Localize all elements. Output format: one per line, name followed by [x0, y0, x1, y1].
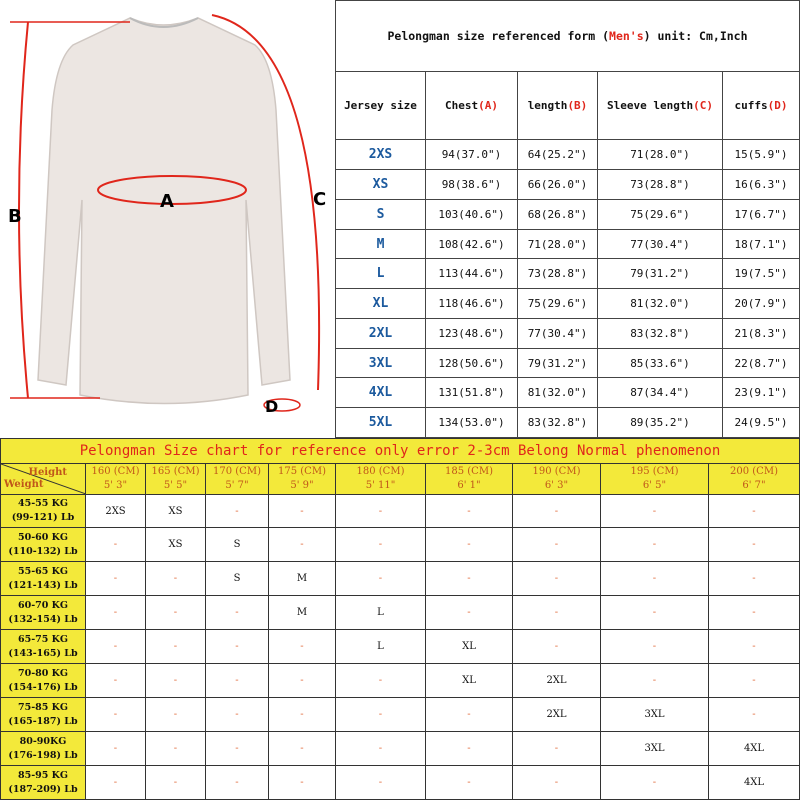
height-cm: 170 (CM): [213, 465, 261, 477]
size-value: 66(26.0"): [518, 170, 598, 200]
chart-cell: -: [146, 732, 206, 766]
chart-cell: -: [513, 732, 601, 766]
size-value: 81(32.0"): [518, 378, 598, 408]
chart-cell: -: [709, 562, 800, 596]
chart-cell: XL: [426, 664, 513, 698]
weight-kg: 85-95 KG: [17, 769, 69, 781]
weight-header: [1, 528, 86, 562]
chart-cell: -: [336, 732, 426, 766]
chart-cell: -: [426, 528, 513, 562]
height-weight-chart: [0, 438, 800, 800]
label-d: D: [265, 397, 279, 416]
shirt-diagram: [0, 0, 335, 438]
size-name: 2XS: [336, 140, 426, 170]
chart-cell: -: [601, 596, 709, 630]
chart-cell: S: [206, 562, 269, 596]
height-cm: 200 (CM): [730, 465, 778, 477]
chart-cell: M: [269, 596, 336, 630]
chart-cell: -: [86, 664, 146, 698]
size-value: 134(53.0"): [426, 408, 518, 438]
size-value: 128(50.6"): [426, 348, 518, 378]
label-c: C: [313, 189, 327, 210]
chart-cell: -: [86, 596, 146, 630]
size-value: 83(32.8"): [598, 318, 723, 348]
height-cm: 180 (CM): [356, 465, 405, 477]
chart-row: [1, 494, 800, 528]
chart-cell: 2XL: [513, 698, 601, 732]
size-name: 3XL: [336, 348, 426, 378]
chart-cell: 3XL: [601, 732, 709, 766]
size-name: 5XL: [336, 408, 426, 438]
weight-kg: 70-80 KG: [17, 667, 69, 679]
chart-cell: -: [709, 664, 800, 698]
chart-cell: -: [336, 562, 426, 596]
weight-kg: 45-55 KG: [17, 498, 69, 509]
height-cm: 195 (CM): [630, 465, 679, 477]
size-value: 131(51.8"): [426, 378, 518, 408]
header-tag: (C): [693, 99, 713, 113]
header-label: cuffs: [734, 99, 768, 113]
chart-cell: XL: [426, 630, 513, 664]
size-row: [336, 170, 800, 200]
height-header: [601, 463, 709, 494]
chart-cell: -: [86, 766, 146, 800]
chart-cell: 2XL: [513, 664, 601, 698]
chart-cell: -: [206, 698, 269, 732]
size-value: 71(28.0"): [598, 140, 723, 170]
header-tag: (B): [567, 99, 588, 113]
size-table-title: Pelongman size referenced form (Men's) unit: Cm,Inch: [336, 1, 800, 72]
size-value: 73(28.8"): [518, 259, 598, 289]
chart-cell: 4XL: [709, 766, 800, 800]
size-header-0: [336, 71, 426, 140]
weight-lb: (99-121) Lb: [11, 512, 75, 523]
chart-cell: -: [426, 494, 513, 528]
size-header-1: [426, 71, 518, 140]
chart-row: [1, 630, 800, 664]
height-header: [426, 463, 513, 494]
weight-lb: (187-209) Lb: [8, 783, 78, 795]
chart-cell: 2XS: [86, 494, 146, 528]
size-row: [336, 229, 800, 259]
height-ft: 5' 5": [163, 479, 188, 491]
chart-cell: -: [86, 562, 146, 596]
chart-cell: -: [513, 766, 601, 800]
size-value: 75(29.6"): [518, 289, 598, 319]
chart-cell: -: [513, 596, 601, 630]
chart-cell: -: [146, 698, 206, 732]
chart-cell: -: [269, 630, 336, 664]
chart-cell: M: [269, 562, 336, 596]
height-header: [269, 463, 336, 494]
chart-cell: -: [269, 528, 336, 562]
chart-cell: -: [709, 528, 800, 562]
size-value: 75(29.6"): [598, 199, 723, 229]
height-ft: 6' 7": [742, 479, 766, 491]
weight-header: [1, 698, 86, 732]
size-name: 4XL: [336, 378, 426, 408]
chart-row: [1, 698, 800, 732]
weight-lb: (121-143) Lb: [8, 579, 78, 591]
weight-header: [1, 494, 86, 528]
size-row: [336, 378, 800, 408]
size-row: [336, 140, 800, 170]
size-value: 19(7.5"): [723, 259, 800, 289]
chart-cell: -: [336, 494, 426, 528]
chart-title: Pelongman Size chart for reference only error 2-3cm Belong Normal phenomenon: [1, 439, 800, 464]
size-value: 81(32.0"): [598, 289, 723, 319]
size-name: XS: [336, 170, 426, 200]
height-cm: 165 (CM): [151, 465, 200, 477]
chart-cell: -: [206, 596, 269, 630]
height-ft: 5' 11": [365, 479, 396, 491]
size-value: 22(8.7"): [723, 348, 800, 378]
size-value: 17(6.7"): [723, 199, 800, 229]
size-name: XL: [336, 289, 426, 319]
label-a: A: [160, 191, 174, 212]
chart-cell: L: [336, 596, 426, 630]
size-value: 16(6.3"): [723, 170, 800, 200]
chart-cell: -: [86, 630, 146, 664]
size-value: 15(5.9"): [723, 140, 800, 170]
chart-cell: -: [513, 494, 601, 528]
weight-kg: 55-65 KG: [17, 565, 69, 577]
chart-cell: -: [513, 562, 601, 596]
chart-row: [1, 732, 800, 766]
height-header: [206, 463, 269, 494]
height-ft: 6' 5": [642, 479, 667, 491]
chart-cell: -: [86, 732, 146, 766]
size-name: 2XL: [336, 318, 426, 348]
header-tag: (D): [767, 99, 788, 113]
weight-lb: (110-132) Lb: [8, 545, 78, 557]
chart-cell: -: [426, 562, 513, 596]
weight-kg: 65-75 KG: [17, 633, 69, 645]
chart-cell: -: [709, 698, 800, 732]
size-value: 85(33.6"): [598, 348, 723, 378]
weight-lb: (165-187) Lb: [8, 715, 78, 727]
chart-cell: -: [336, 698, 426, 732]
chart-cell: -: [269, 664, 336, 698]
height-header: [513, 463, 601, 494]
weight-header: [1, 630, 86, 664]
weight-kg: 50-60 KG: [17, 531, 69, 543]
size-value: 64(25.2"): [518, 140, 598, 170]
chart-cell: -: [601, 528, 709, 562]
chart-cell: -: [146, 596, 206, 630]
chart-cell: -: [336, 528, 426, 562]
chart-cell: -: [426, 732, 513, 766]
size-value: 77(30.4"): [598, 229, 723, 259]
size-header-2: [518, 71, 598, 140]
chart-cell: L: [336, 630, 426, 664]
size-value: 87(34.4"): [598, 378, 723, 408]
size-row: [336, 199, 800, 229]
size-row: [336, 289, 800, 319]
size-name: M: [336, 229, 426, 259]
size-value: 83(32.8"): [518, 408, 598, 438]
chart-cell: -: [206, 664, 269, 698]
chart-cell: XS: [146, 494, 206, 528]
chart-cell: -: [86, 698, 146, 732]
chart-cell: -: [146, 766, 206, 800]
chart-cell: -: [709, 494, 800, 528]
chart-cell: -: [206, 494, 269, 528]
height-header: [336, 463, 426, 494]
size-value: 108(42.6"): [426, 229, 518, 259]
weight-lb: (132-154) Lb: [8, 613, 78, 625]
size-value: 94(37.0"): [426, 140, 518, 170]
weight-header: [1, 562, 86, 596]
chart-cell: -: [426, 766, 513, 800]
size-value: 24(9.5"): [723, 408, 800, 438]
size-value: 79(31.2"): [598, 259, 723, 289]
chart-cell: S: [206, 528, 269, 562]
weight-lb: (154-176) Lb: [8, 681, 78, 693]
size-value: 113(44.6"): [426, 259, 518, 289]
chart-cell: 3XL: [601, 698, 709, 732]
weight-header: [1, 766, 86, 800]
size-value: 98(38.6"): [426, 170, 518, 200]
height-cm: 190 (CM): [532, 465, 581, 477]
height-ft: 6' 1": [457, 479, 481, 491]
size-value: 68(26.8"): [518, 199, 598, 229]
height-ft: 5' 3": [103, 479, 128, 491]
chart-cell: -: [206, 630, 269, 664]
chart-cell: -: [146, 630, 206, 664]
height-ft: 5' 7": [225, 479, 249, 491]
chart-row: [1, 528, 800, 562]
size-table: [335, 0, 800, 438]
height-cm: 185 (CM): [445, 465, 493, 477]
size-value: 118(46.6"): [426, 289, 518, 319]
size-value: 77(30.4"): [518, 318, 598, 348]
chart-cell: -: [86, 528, 146, 562]
chart-cell: -: [269, 732, 336, 766]
chart-cell: -: [426, 698, 513, 732]
weight-kg: 80-90KG: [19, 735, 67, 747]
height-ft: 5' 9": [290, 479, 314, 491]
size-value: 21(8.3"): [723, 318, 800, 348]
size-value: 123(48.6"): [426, 318, 518, 348]
height-header: [709, 463, 800, 494]
chart-row: [1, 596, 800, 630]
size-value: 20(7.9"): [723, 289, 800, 319]
weight-header: [1, 732, 86, 766]
weight-kg: 60-70 KG: [17, 599, 69, 611]
chart-cell: -: [146, 664, 206, 698]
size-header-3: [598, 71, 723, 140]
height-cm: 175 (CM): [278, 465, 326, 477]
chart-row: [1, 664, 800, 698]
chart-row: [1, 562, 800, 596]
header-label: Chest: [445, 99, 479, 113]
size-value: 103(40.6"): [426, 199, 518, 229]
weight-header: [1, 664, 86, 698]
weight-kg: 75-85 KG: [17, 701, 69, 713]
corner-header: Height Weight: [1, 463, 86, 494]
weight-lb: (143-165) Lb: [8, 647, 78, 659]
header-label: length: [527, 99, 568, 113]
chart-row: [1, 766, 800, 800]
size-header-4: [723, 71, 800, 140]
chart-cell: -: [269, 698, 336, 732]
height-header: [146, 463, 206, 494]
label-b: B: [8, 206, 22, 227]
chart-cell: -: [709, 596, 800, 630]
size-value: 18(7.1"): [723, 229, 800, 259]
height-cm: 160 (CM): [91, 465, 140, 477]
chart-cell: -: [601, 630, 709, 664]
chart-cell: -: [336, 664, 426, 698]
chart-cell: -: [269, 494, 336, 528]
header-label: Sleeve length: [607, 99, 694, 113]
size-value: 73(28.8"): [598, 170, 723, 200]
weight-header: [1, 596, 86, 630]
chart-cell: -: [601, 664, 709, 698]
chart-cell: -: [426, 596, 513, 630]
chart-cell: 4XL: [709, 732, 800, 766]
chart-cell: -: [601, 562, 709, 596]
header-tag: (A): [478, 99, 498, 113]
height-ft: 6' 3": [544, 479, 569, 491]
chart-cell: -: [601, 494, 709, 528]
size-value: 79(31.2"): [518, 348, 598, 378]
chart-cell: -: [336, 766, 426, 800]
chart-cell: -: [146, 562, 206, 596]
size-value: 71(28.0"): [518, 229, 598, 259]
chart-cell: -: [206, 732, 269, 766]
size-row: [336, 259, 800, 289]
chart-cell: -: [513, 630, 601, 664]
size-row: [336, 408, 800, 438]
size-row: [336, 318, 800, 348]
size-name: L: [336, 259, 426, 289]
chart-cell: -: [206, 766, 269, 800]
chart-cell: -: [709, 630, 800, 664]
size-row: [336, 348, 800, 378]
chart-cell: -: [601, 766, 709, 800]
weight-lb: (176-198) Lb: [8, 749, 78, 761]
header-label: Jersey size: [344, 99, 417, 113]
size-value: 89(35.2"): [598, 408, 723, 438]
chart-cell: -: [269, 766, 336, 800]
size-value: 23(9.1"): [723, 378, 800, 408]
height-header: [86, 463, 146, 494]
chart-cell: XS: [146, 528, 206, 562]
size-name: S: [336, 199, 426, 229]
chart-cell: -: [513, 528, 601, 562]
